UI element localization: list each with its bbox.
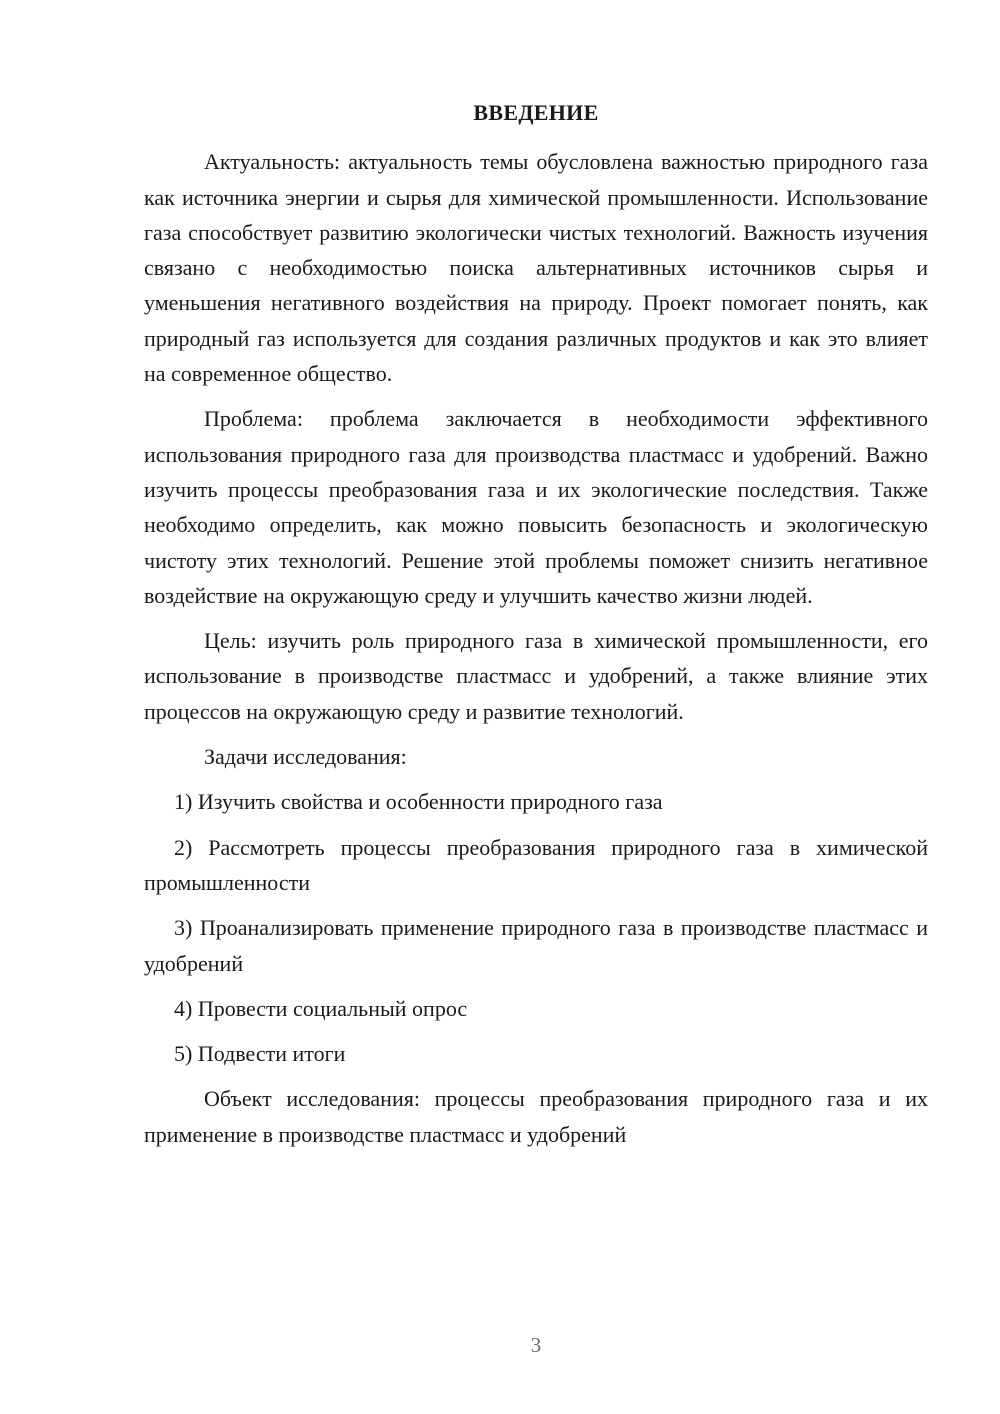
task-item: 1) Изучить свойства и особенности природного газа (174, 789, 663, 815)
page-number: 3 (530, 1333, 542, 1357)
goal-paragraph: Цель: изучить роль природного газа в химической промышленности, его использование в производстве пластмасс и удобрений, а также влияние этих процессов на окружающую среду и развитие технологий. (144, 628, 928, 724)
task-item: 4) Провести социальный опрос (174, 995, 468, 1021)
document-body (144, 95, 928, 1162)
task-item: 3) Проанализировать применение природного газа в производстве пластмасс и удобрений (144, 915, 928, 976)
problem-paragraph: Проблема: проблема заключается в необходимости эффективного использования природного газа для производства пластмасс и удобрений. Важно изучить процессы преобразования газа и их экологические последствия. Также необходимо определить, как можно повысить безопасность и экологическую чистоту этих технологий. Решение этой проблемы поможет снизить негативное воздействие на окружающую среду и улучшить качество жизни людей. (144, 406, 928, 608)
section-title: ВВЕДЕНИЕ (473, 100, 599, 125)
object-paragraph: Объект исследования: процессы преобразования природного газа и их применение в производстве пластмасс и удобрений (144, 1086, 928, 1147)
tasks-heading: Задачи исследования: (204, 744, 407, 770)
task-item: 2) Рассмотреть процессы преобразования природного газа в химической промышленности (144, 834, 928, 895)
task-item: 5) Подвести итоги (174, 1041, 346, 1067)
relevance-paragraph: Актуальность: актуальность темы обусловлена важностью природного газа как источника энергии и сырья для химической промышленности. Использование газа способствует развитию экологически чистых технологий. Важность изучения связано с необходимостью поиска альтернативных источников сырья и уменьшения негативного воздействия на природу. Проект помогает понять, как природный газ используется для создания различных продуктов и как это влияет на современное общество. (144, 149, 928, 387)
